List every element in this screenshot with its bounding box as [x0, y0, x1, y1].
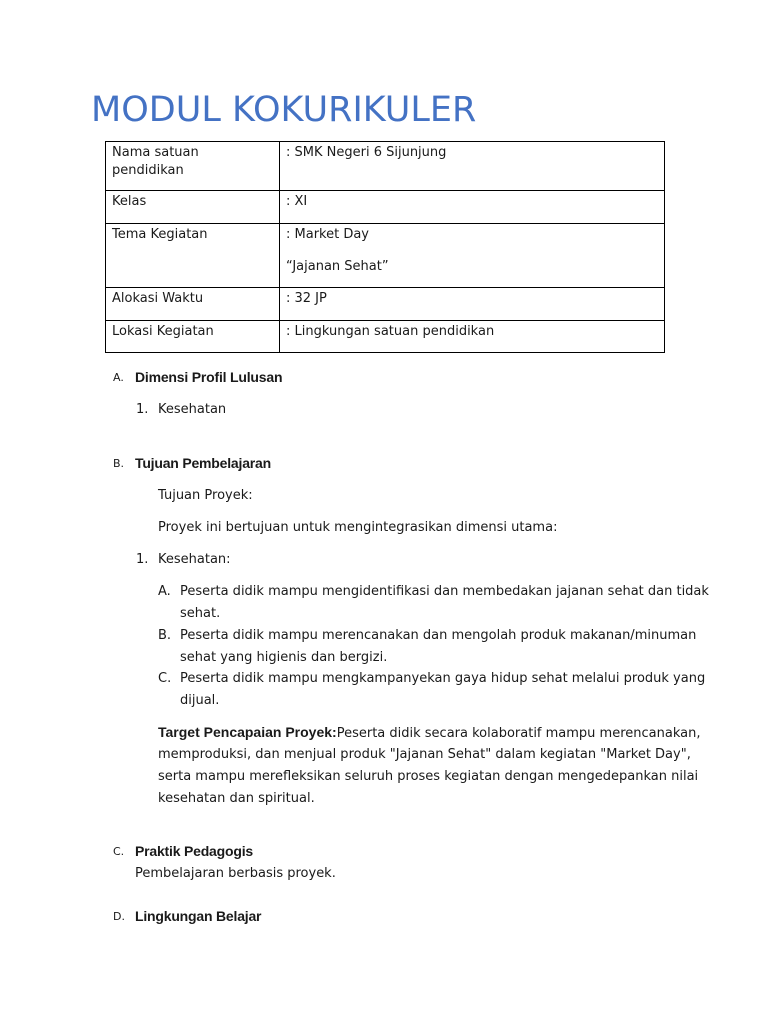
table-label: Kelas — [106, 191, 280, 224]
table-value — [280, 191, 665, 224]
table-row — [106, 142, 665, 191]
table-label: Tema Kegiatan — [106, 224, 280, 288]
list-number: 1. — [136, 402, 149, 417]
sub-item-text: sehat. — [180, 606, 221, 621]
intro-text: Proyek ini bertujuan untuk mengintegrasikan dimensi utama: — [158, 520, 558, 535]
target-text: Peserta didik secara kolaboratif mampu merencanakan, — [336, 726, 701, 741]
table-value-text: : SMK Negeri 6 Sijunjung — [286, 145, 447, 160]
document-title: MODUL KOKURIKULER — [91, 90, 477, 130]
sub-item-letter: B. — [158, 628, 172, 643]
sub-item-text: Peserta didik mampu mengkampanyekan gaya hidup sehat melalui produk yang — [180, 671, 706, 686]
table-value-text: : XI — [286, 194, 308, 209]
target-paragraph — [158, 723, 700, 743]
target-text: kesehatan dan spiritual. — [158, 791, 315, 806]
sub-item-text: Peserta didik mampu merencanakan dan mengolah produk makanan/minuman — [180, 628, 697, 643]
table-label: Lokasi Kegiatan — [106, 321, 280, 353]
table-row — [106, 321, 665, 353]
target-text: serta mampu merefleksikan seluruh proses kegiatan dengan mengedepankan nilai — [158, 769, 699, 784]
table-row — [106, 224, 665, 288]
section-b-heading: Tujuan Pembelajaran — [135, 455, 271, 471]
sub-item-text: sehat yang higienis dan bergizi. — [180, 650, 388, 665]
table-value-text: : Market Day — [286, 227, 370, 242]
section-d-letter: D. — [113, 910, 125, 923]
table-value — [280, 288, 665, 321]
section-a-letter: A. — [113, 371, 124, 384]
sub-item-text: dijual. — [180, 693, 220, 708]
section-c-text: Pembelajaran berbasis proyek. — [135, 866, 336, 881]
table-row — [106, 191, 665, 224]
table-value — [280, 321, 665, 353]
table-value — [280, 142, 665, 191]
sub-item-letter: C. — [158, 671, 172, 686]
sub-item-letter: A. — [158, 584, 171, 599]
table-value — [280, 224, 665, 288]
info-table — [105, 141, 665, 353]
sub-item-text: Peserta didik mampu mengidentifikasi dan membedakan jajanan sehat dan tidak — [180, 584, 709, 599]
list-number: 1. — [136, 552, 149, 567]
list-item: Kesehatan: — [158, 552, 231, 567]
table-value-text: : Lingkungan satuan pendidikan — [286, 324, 495, 339]
table-row — [106, 288, 665, 321]
table-value-text: “Jajanan Sehat” — [286, 259, 389, 274]
section-c-heading: Praktik Pedagogis — [135, 843, 253, 859]
section-a-heading: Dimensi Profil Lulusan — [135, 369, 283, 385]
table-label: Nama satuan pendidikan — [106, 142, 280, 191]
target-text: memproduksi, dan menjual produk "Jajanan Sehat" dalam kegiatan "Market Day", — [158, 747, 691, 762]
target-label: Target Pencapaian Proyek: — [158, 724, 337, 740]
intro-text: Tujuan Proyek: — [158, 488, 253, 503]
section-d-heading: Lingkungan Belajar — [135, 908, 262, 924]
table-label: Alokasi Waktu — [106, 288, 280, 321]
section-c-letter: C. — [113, 845, 125, 858]
table-value-text: : 32 JP — [286, 291, 327, 306]
list-item: Kesehatan — [158, 402, 227, 417]
section-b-letter: B. — [113, 457, 125, 470]
